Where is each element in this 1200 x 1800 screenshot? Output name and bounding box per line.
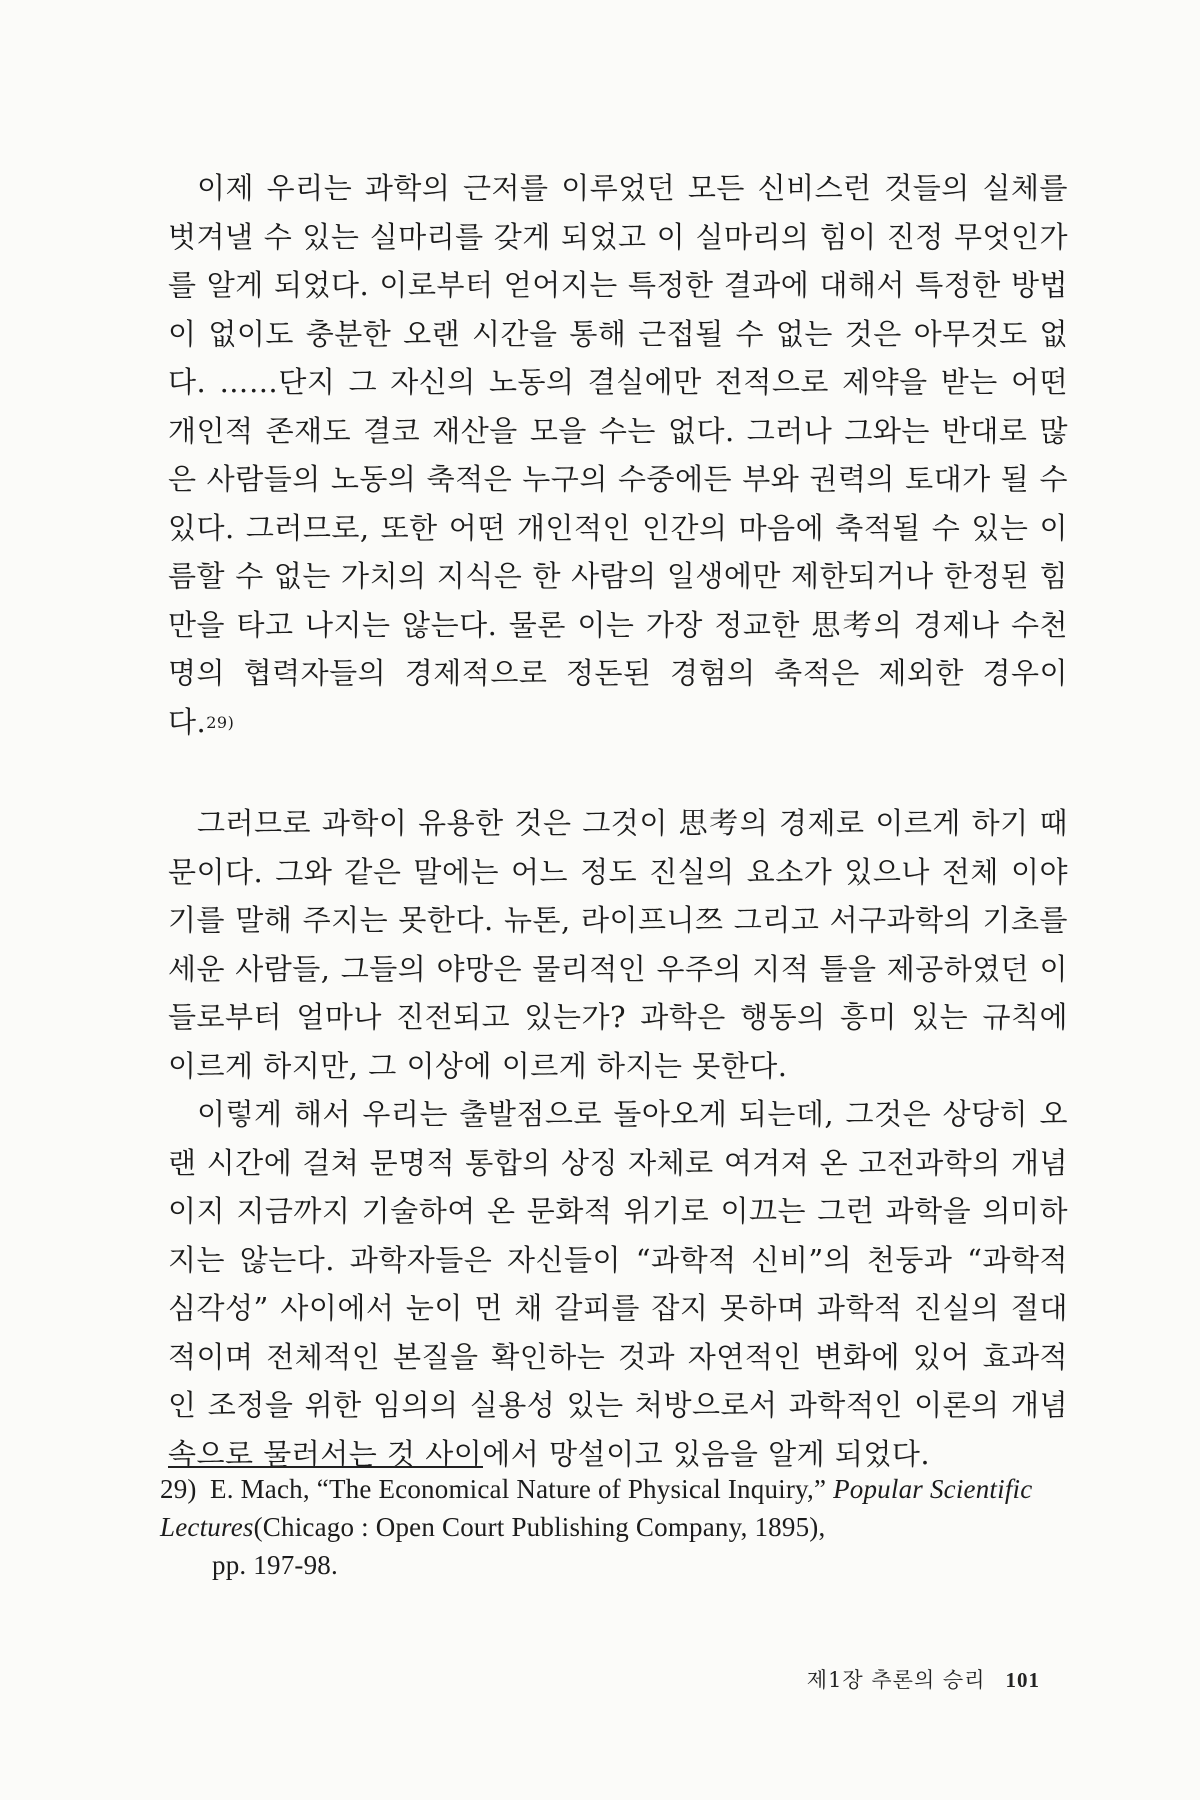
main-text <box>168 164 1068 1478</box>
page-number: 101 <box>1005 1668 1040 1692</box>
footnote-divider <box>168 1466 483 1468</box>
paragraph: 이렇게 해서 우리는 출발점으로 돌아오게 되는데, 그것은 상당히 오랜 시간에 걸쳐 문명적 통합의 상징 자체로 여겨져 온 고전과학의 개념이지 지금까지 기술하여 온 문화적 위기로 이끄는 그런 과학을 의미하지는 않는다. 과학자들은 자신들이 “과학적 신비”의 천둥과 “과학적 심각성” 사이에서 눈이 먼 채 갈피를 잡지 못하며 과학적 진실의 절대적이며 전체적인 본질을 확인하는 것과 자연적인 변화에 있어 효과적인 조정을 위한 임의의 실용성 있는 처방으로서 과학적인 이론의 개념 속으로 물러서는 것 사이에서 망설이고 있음을 알게 되었다. <box>168 1097 1068 1471</box>
footnote-number: 29) <box>160 1474 197 1504</box>
quoted-paragraph <box>168 164 1068 751</box>
paragraph: 그러므로 과학이 유용한 것은 그것이 思考의 경제로 이르게 하기 때문이다. 그와 같은 말에는 어느 정도 진실의 요소가 있으나 전체 이야기를 말해 주지는 못한다. 뉴톤, 라이프니쯔 그리고 서구과학의 기초를 세운 사람들, 그들의 야망은 물리적인 우주의 지적 틀을 제공하였던 이들로부터 얼마나 진전되고 있는가? 과학은 행동의 흥미 있는 규칙에 이르게 하지만, 그 이상에 이르게 하지는 못한다. <box>168 806 1068 1083</box>
footnote-pages: pp. 197-98. <box>212 1550 338 1580</box>
footnote-reference: 29) <box>206 712 235 732</box>
footnote-text: E. Mach, “The Economical Nature of Physical Inquiry,” <box>210 1474 834 1504</box>
running-footer <box>807 1664 1040 1694</box>
footnote <box>160 1470 1070 1584</box>
footnote-book-title: Popular Scientific Lectures <box>160 1474 1033 1542</box>
footnote-publisher: (Chicago : Open Court Publishing Company, 1895), <box>253 1512 826 1542</box>
chapter-title: 제1장 추론의 승리 <box>806 1668 986 1692</box>
paragraph-text: 이제 우리는 과학의 근저를 이루었던 모든 신비스런 것들의 실체를 벗겨낼 수 있는 실마리를 갖게 되었고 이 실마리의 힘이 진정 무엇인가를 알게 되었다. 이로부터 얻어지는 특정한 결과에 대해서 특정한 방법이 없이도 충분한 오랜 시간을 통해 근접될 수 없는 것은 아무것도 없다. ……단지 그 자신의 노동의 결실에만 전적으로 제약을 받는 어떤 개인적 존재도 결코 재산을 모을 수는 없다. 그러나 그와는 반대로 많은 사람들의 노동의 축적은 누구의 수중에든 부와 권력의 토대가 될 수 있다. 그러므로, 또한 어떤 개인적인 인간의 마음에 축적될 수 있는 이름할 수 없는 가치의 지식은 한 사람의 일생에만 제한되거나 한정된 힘만을 타고 나지는 않는다. 물론 이는 가장 정교한 思考의 경제나 수천명의 협력자들의 경제적으로 정돈된 경험의 축적은 제외한 경우이다. <box>168 171 1068 739</box>
